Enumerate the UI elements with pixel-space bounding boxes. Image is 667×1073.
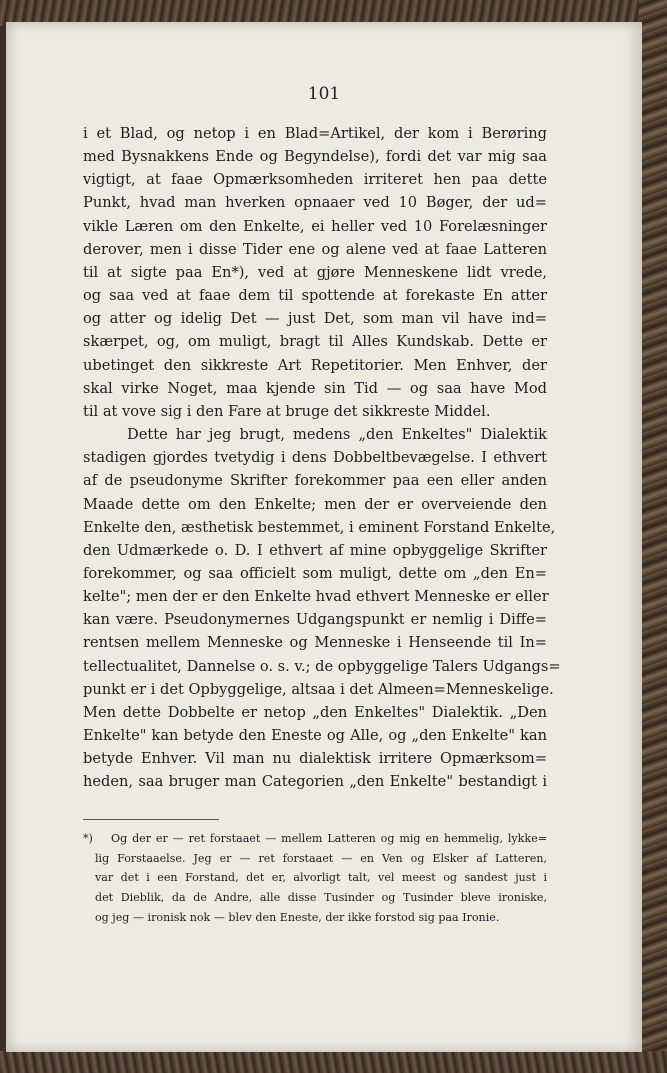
body-line: med Bysnakkens Ende og Begyndelse), fordi det var mig saa [83,148,547,166]
body-line: vigtigt, at faae Opmærksomheden irriteret hen paa dette [83,171,547,189]
body-line: stadigen gjordes tvetydig i dens Dobbeltbevægelse. I ethvert [83,449,547,467]
body-line: vikle Læren om den Enkelte, ei heller ved 10 Forelæsninger [83,217,547,235]
body-line: tellectualitet, Dannelse o. s. v.; de opbyggelige Talers Udgangs= [83,657,561,675]
footnote-line-text: Og der er — ret forstaaet — mellem Latteren og mig en hemmelig, lykke= [111,832,547,845]
body-line: Enkelte" kan betyde den Eneste og Alle, og „den Enkelte" kan [83,727,547,745]
paper-page [6,22,642,1052]
body-line: punkt er i det Opbyggelige, altsaa i det Almeen=Menneskelige. [83,680,554,698]
body-line: Enkelte den, æsthetisk bestemmet, i eminent Forstand Enkelte, [83,518,556,536]
body-line: Maade dette om den Enkelte; men der er overveiende den [83,495,547,513]
body-line: til at sigte paa En*), ved at gjøre Menneskene lidt vrede, [83,263,547,281]
body-line: kan være. Pseudonymernes Udgangspunkt er nemlig i Diffe= [83,611,547,629]
footnote-divider [83,819,219,820]
body-line: Men dette Dobbelte er netop „den Enkeltes" Dialektik. „Den [83,703,547,721]
body-line: skærpet, og, om muligt, bragt til Alles Kundskab. Dette er [83,333,547,351]
body-line: og saa ved at faae dem til spottende at forekaste En atter [83,287,547,305]
body-line: derover, men i disse Tider ene og alene ved at faae Latteren [83,240,547,258]
footnote-line: og jeg — ironisk nok — blev den Eneste, der ikke forstod sig paa Ironie. [95,910,500,924]
body-line: rentsen mellem Menneske og Menneske i Henseende til In= [83,634,547,652]
footnote [83,829,547,928]
body-line: i et Blad, og netop i en Blad=Artikel, der kom i Berøring [83,125,547,142]
body-line: af de pseudonyme Skrifter forekommer paa een eller anden [83,472,547,490]
body-line: til at vove sig i den Fare at bruge det sikkreste Middel. [83,402,491,420]
footnote-marker: *) [83,832,93,845]
body-line: ubetinget den sikkreste Art Repetitorier. Men Enhver, der [83,356,547,374]
body-line: forekommer, og saa officielt som muligt, dette om „den En= [83,564,547,582]
book-cover-edge-right [639,0,667,1073]
body-text [83,122,561,794]
body-line: heden, saa bruger man Categorien „den Enkelte" bestandigt i [83,773,547,791]
body-line: Dette har jeg brugt, medens „den Enkeltes" Dialektik [127,426,547,444]
footnote-line [83,829,547,849]
footnote-line: det Dieblik, da de Andre, alle disse Tusinder og Tusinder bleve ironiske, [95,891,547,905]
body-line: den Udmærkede o. D. I ethvert af mine opbyggelige Skrifter [83,541,547,559]
book-cover-edge-bottom [0,1051,667,1073]
page-number: 101 [307,84,341,104]
body-line: Punkt, hvad man hverken opnaaer ved 10 Bøger, der ud= [83,194,547,212]
footnote-line: var det i een Forstand, det er, alvorligt talt, vel meest og sandest just i [95,871,547,885]
body-line: kelte"; men der er den Enkelte hvad ethvert Menneske er eller [83,588,549,606]
footnote-line: lig Forstaaelse. Jeg er — ret forstaaet — en Ven og Elsker af Latteren, [95,851,547,865]
body-line: skal virke Noget, maa kjende sin Tid — og saa have Mod [83,379,547,397]
body-line: og atter og idelig Det — just Det, som man vil have ind= [83,310,547,328]
body-line: betyde Enhver. Vil man nu dialektisk irritere Opmærksom= [83,750,547,768]
